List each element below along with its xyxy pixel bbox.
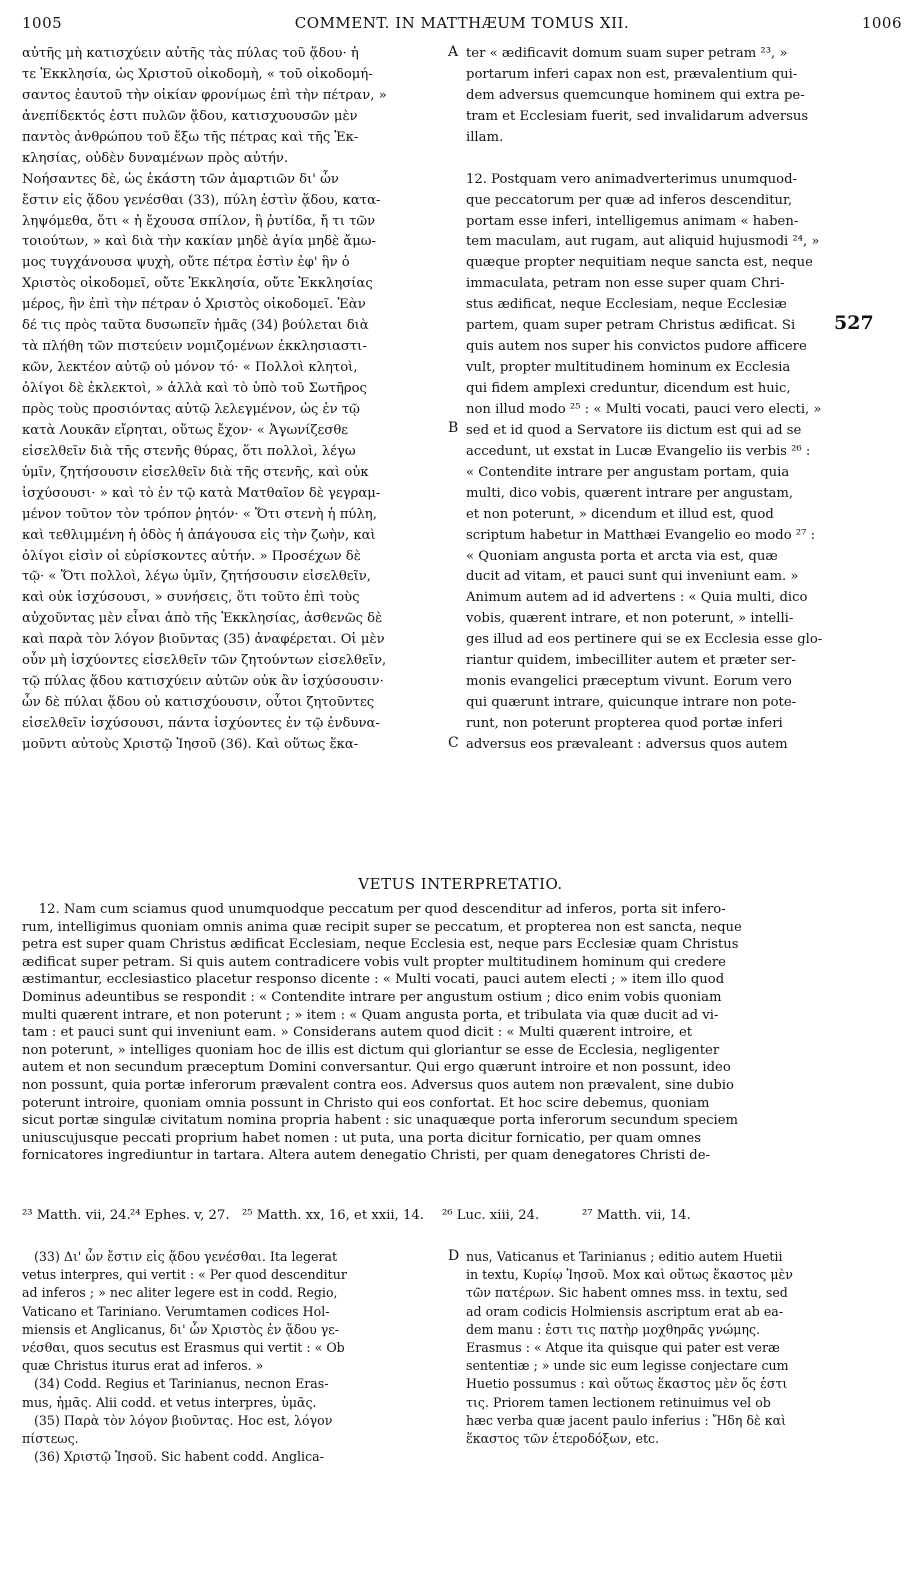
footnote-line: (35) Παρὰ τὸν λόγον βιοῦντας. Hoc est, λόγον [22, 1412, 333, 1428]
latin-text-line: qui quærunt intrare, quicunque intrare non pote- [466, 695, 797, 711]
footnote-line: quæ Christus iturus erat ad inferos. » [22, 1358, 264, 1374]
vetus-text-line: rum, intelligimus quoniam omnis anima quæ recipit super se peccatum, et propterea non est sancta, neque [22, 919, 742, 935]
margin-letter-d: D [448, 1248, 460, 1264]
greek-text-line: ὀλίγοι δὲ ἐκλεκτοὶ, » ἀλλὰ καὶ τὸ ὑπὸ τοῦ Σωτῆρος [22, 381, 367, 396]
latin-text-line: runt, non poterunt propterea quod portæ inferi [466, 716, 783, 731]
greek-text-line: κατὰ Λουκᾶν εἴρηται, οὕτως ἔχον· « Ἀγωνίζεσθε [22, 422, 349, 438]
latin-page-number: 527 [834, 312, 874, 334]
greek-text-line: αὐχοῦντας μὲν εἶναι ἀπὸ τῆς Ἐκκλησίας, ἀσθενῶς δὲ [22, 611, 383, 627]
scripture-reference: ²⁶ Luc. xiii, 24. [442, 1208, 540, 1223]
greek-text-line: τὰ πλήθη τῶν πιστεύειν νομιζομένων ἐκκλησιαστι- [22, 339, 367, 355]
latin-text-line: que peccatorum per quæ ad inferos descenditur, [466, 192, 793, 208]
footnote-line: miensis et Anglicanus, δι' ὧν Χριστὸς ἐν ᾅδου γε- [22, 1321, 340, 1337]
greek-text-column [22, 44, 452, 756]
latin-text-line: tem maculam, aut rugam, aut aliquid hujusmodi ²⁴, » [466, 234, 820, 250]
footnote-line: nus, Vaticanus et Tarinianus ; editio autem Huetii [466, 1249, 783, 1264]
greek-text-line: καὶ παρὰ τὸν λόγον βιοῦντας (35) ἀναφέρεται. Οἱ μὲν [22, 632, 385, 648]
greek-text-line: Χριστὸς οἰκοδομεῖ, οὔτε Ἐκκλησία, οὔτε Ἐκκλησίας [22, 276, 373, 292]
vetus-text-line: uniuscujusque peccati proprium habet nomen : ut puta, una porta dicitur fornicatio, per quam omnes [22, 1130, 701, 1146]
vetus-text-line: autem et non secundum præceptum Domini conversantur. Qui ergo quærunt introire et non possunt, ideo [22, 1060, 731, 1076]
footnote-line: dem manu : ἐστι τις πατὴρ μοχθηρᾶς γνώμης. [466, 1321, 761, 1337]
vetus-text-line: æstimantur, ecclesiastico placetur responso dicente : « Multi vocati, pauci autem electi ; » item illo quod [22, 972, 725, 988]
greek-text-line: τῷ· « Ὅτι πολλοὶ, λέγω ὑμῖν, ζητήσουσιν εἰσελθεῖν, [22, 569, 371, 585]
greek-text-line: Νοήσαντες δὲ, ὡς ἑκάστη τῶν ἁμαρτιῶν δι' ὧν [22, 171, 339, 187]
footnote-line: (33) Δι' ὧν ἔστιν εἰς ᾅδου γενέσθαι. Ita legerat [22, 1249, 338, 1264]
greek-text-line: ὧν δὲ πύλαι ᾅδου οὐ κατισχύουσιν, οὗτοι ζητοῦντες [22, 695, 375, 711]
latin-text-line: immaculata, petram non esse super quam Chri- [466, 276, 785, 292]
latin-text-line [466, 149, 906, 170]
vetus-text-line: 12. Nam cum sciamus quod unumquodque peccatum per quod descenditur ad inferos, porta sit infero- [22, 902, 726, 917]
latin-text-line: scriptum habetur in Matthæi Evangelio eo modo ²⁷ : [466, 527, 816, 543]
latin-text-line: et non poterunt, » dicendum et illud est, quod [466, 506, 774, 522]
vetus-interpretatio-text [22, 901, 904, 1165]
latin-text-line: « Contendite intrare per angustam portam, quia [466, 464, 790, 480]
latin-text-line: ducit ad vitam, et pauci sunt qui inveniunt eam. » [466, 569, 799, 585]
latin-text-line: vobis, quærent intrare, et non poterunt, » intelli- [466, 611, 794, 627]
latin-text-line: quæque propter nequitiam neque sancta est, neque [466, 255, 813, 271]
latin-text-line: tram et Ecclesiam fuerit, sed invalidarum adversus [466, 108, 809, 124]
vetus-text-line: non possunt, quia portæ inferorum prævalent contra eos. Adversus quos autem non prævalent, sine dubio [22, 1077, 734, 1093]
latin-text-line: 12. Postquam vero animadverterimus unumquod- [466, 171, 797, 187]
latin-text-line: portam esse inferi, intelligemus animam « haben- [466, 213, 799, 229]
latin-text-line: illam. [466, 129, 504, 145]
greek-text-line: μέρος, ἣν ἐπὶ τὴν πέτραν ὁ Χριστὸς οἰκοδομεῖ. Ἐὰν [22, 297, 366, 313]
greek-text-line: ἔστιν εἰς ᾅδου γενέσθαι (33), πύλη ἐστὶν ᾅδου, κατα- [22, 192, 381, 208]
vetus-text-line: sicut portæ singulæ civitatum nomina propria habent : sic unaquæque porta inferorum secundum speciem [22, 1113, 739, 1129]
footnote-line: Vaticano et Tariniano. Verumtamen codices Hol- [22, 1303, 330, 1319]
margin-letter-c: C [448, 735, 459, 751]
footnote-line: νέσθαι, quos secutus est Erasmus qui vertit : « Ob [22, 1339, 345, 1355]
footnote-line: ad oram codicis Holmiensis ascriptum erat ab ea- [466, 1303, 784, 1319]
greek-text-line: οὖν μὴ ἰσχύοντες εἰσελθεῖν τῶν ζητούντων εἰσελθεῖν, [22, 653, 387, 669]
greek-text-line: κλησίας, οὐδὲν δυναμένων πρὸς αὐτήν. [22, 150, 289, 166]
scripture-reference: ²³ Matth. vii, 24. [22, 1208, 131, 1223]
vetus-text-line: non poterunt, » intelliges quoniam hoc de illis est dictum qui gloriantur se esse de Ecclesia, negligenter [22, 1042, 720, 1058]
vetus-text-line: petra est super quam Christus ædificat Ecclesiam, neque Ecclesia est, neque pars Ecclesiæ quam Christus [22, 937, 739, 953]
greek-text-line: ὑμῖν, ζητήσουσιν εἰσελθεῖν διὰ τῆς στενῆς, καὶ οὐκ [22, 464, 369, 480]
latin-text-line: quis autem nos super his convictos pudore afficere [466, 339, 807, 355]
margin-letter-b: B [448, 420, 459, 436]
footnote-line: Erasmus : « Atque ita quisque qui pater est veræ [466, 1339, 780, 1355]
vetus-text-line: poterunt introire, quoniam omnia possunt in Christo qui eos confortat. Et hoc scire debemus, quoniam [22, 1095, 710, 1111]
latin-text-line: adversus eos prævaleant : adversus quos autem [466, 736, 788, 752]
latin-text-column [466, 44, 906, 756]
footnote-line: ad inferos ; » nec aliter legere est in codd. Regio, [22, 1285, 338, 1301]
latin-text-line: ter « ædificavit domum suam super petram ²³, » [466, 46, 788, 61]
running-header [22, 14, 902, 36]
greek-text-line: τε Ἐκκλησία, ὡς Χριστοῦ οἰκοδομὴ, « τοῦ οἰκοδομή- [22, 66, 373, 82]
greek-text-line: τοιούτων, » καὶ διὰ τὴν κακίαν μηδὲ ἁγία μηδὲ ἄμω- [22, 234, 376, 250]
greek-text-line: καὶ τεθλιμμένη ἡ ὁδὸς ἡ ἀπάγουσα εἰς τὴν ζωὴν, καὶ [22, 527, 376, 543]
greek-text-line: ληψόμεθα, ὅτι « ἡ ἔχουσα σπίλον, ἢ ῥυτίδα, ἤ τι τῶν [22, 213, 376, 229]
latin-text-line: partem, quam super petram Christus ædificat. Si [466, 318, 796, 334]
latin-text-line: portarum inferi capax non est, prævalentium qui- [466, 66, 798, 82]
footnote-line: (36) Χριστῷ Ἰησοῦ. Sic habent codd. Anglica- [22, 1449, 324, 1465]
latin-text-line: monis evangelici præceptum vivunt. Eorum vero [466, 674, 792, 690]
greek-text-line: μένον τοῦτον τὸν τρόπον ῥητόν· « Ὅτι στενὴ ἡ πύλη, [22, 506, 377, 522]
greek-text-line: τῷ πύλας ᾅδου κατισχύειν αὐτῶν οὐκ ἂν ἰσχύσουσιν· [22, 674, 384, 690]
footnotes-right [466, 1248, 906, 1448]
greek-text-line: ἀνεπίδεκτός ἐστι πυλῶν ᾅδου, κατισχυουσῶν μὲν [22, 108, 358, 124]
latin-text-line: accedunt, ut exstat in Lucæ Evangelio iis verbis ²⁶ : [466, 443, 811, 459]
greek-text-line: ἰσχύσουσι· » καὶ τὸ ἐν τῷ κατὰ Ματθαῖον δὲ γεγραμ- [22, 485, 381, 501]
footnote-line: ἕκαστος τῶν ἑτεροδόξων, etc. [466, 1430, 660, 1446]
greek-text-line: αὐτῆς μὴ κατισχύειν αὐτῆς τὰς πύλας τοῦ ᾅδου· ἡ [22, 46, 359, 61]
latin-text-line: multi, dico vobis, quærent intrare per angustam, [466, 485, 794, 501]
latin-text-line: riantur quidem, imbecilliter autem et præter ser- [466, 653, 796, 669]
latin-text-line: qui fidem amplexi creduntur, dicendum est huic, [466, 381, 791, 396]
vetus-text-line: Dominus adeuntibus se respondit : « Contendite intrare per angustum ostium ; dico enim vobis quoniam [22, 989, 722, 1005]
footnote-line: Huetio possumus : καὶ οὕτως ἕκαστος μὲν ὅς ἐστι [466, 1376, 788, 1392]
greek-text-line: μος τυγχάνουσα ψυχὴ, οὔτε πέτρα ἐστὶν ἐφ' ἣν ὁ [22, 255, 350, 271]
margin-letter-a: A [448, 44, 459, 60]
latin-text-line: Animum autem ad id advertens : « Quia multi, dico [466, 590, 808, 606]
latin-text-line: stus ædificat, neque Ecclesiam, neque Ecclesiæ [466, 297, 787, 313]
greek-text-line: πρὸς τοὺς προσιόντας αὐτῷ λελεγμένον, ὡς ἐν τῷ [22, 401, 360, 417]
latin-text-line: sed et id quod a Servatore iis dictum est qui ad se [466, 422, 802, 438]
latin-text-line: non illud modo ²⁵ : « Multi vocati, pauci vero electi, » [466, 401, 822, 417]
latin-text-line: ges illud ad eos pertinere qui se ex Ecclesia esse glo- [466, 632, 823, 648]
vetus-text-line: fornicatores ingrediuntur in tartara. Altera autem denegatio Christi, per quam denegatores Christi de- [22, 1148, 710, 1164]
footnote-line: τις. Priorem tamen lectionem retinuimus vel ob [466, 1394, 771, 1410]
scripture-reference: ²⁵ Matth. xx, 16, et xxii, 14. [242, 1208, 424, 1223]
greek-text-line: ὀλίγοι εἰσὶν οἱ εὑρίσκοντες αὐτήν. » Προσέχων δὲ [22, 548, 361, 564]
running-title: COMMENT. IN MATTHÆUM TOMUS XII. [294, 14, 630, 32]
greek-text-line: σαντος ἑαυτοῦ τὴν οἰκίαν φρονίμως ἐπὶ τὴν πέτραν, » [22, 87, 387, 103]
footnotes-left [22, 1248, 452, 1466]
vetus-text-line: multi quærent intrare, et non poterunt ; » item : « Quam angusta porta, et tribulata via quæ ducit ad vi- [22, 1007, 719, 1023]
page-number-right: 1006 [861, 14, 902, 32]
footnote-line: mus, ἡμᾶς. Alii codd. et vetus interpres, ὑμᾶς. [22, 1394, 317, 1410]
footnote-line: vetus interpres, qui vertit : « Per quod descenditur [22, 1267, 347, 1283]
footnote-line: πίστεως. [22, 1430, 79, 1446]
latin-text-line: « Quoniam angusta porta et arcta via est, quæ [466, 548, 778, 564]
greek-text-line: εἰσελθεῖν διὰ τῆς στενῆς θύρας, ὅτι πολλοὶ, λέγω [22, 443, 356, 459]
greek-text-line: παντὸς ἀνθρώπου τοῦ ἔξω τῆς πέτρας καὶ τῆς Ἐκ- [22, 129, 359, 145]
greek-text-line: μοῦντι αὐτοὺς Χριστῷ Ἰησοῦ (36). Καὶ οὕτως ἕκα- [22, 736, 359, 752]
vetus-text-line: ædificat super petram. Si quis autem contradicere vobis vult propter multitudinem hominum qui credere [22, 954, 726, 970]
greek-text-line: δέ τις πρὸς ταῦτα δυσωπεῖν ἡμᾶς (34) βούλεται διὰ [22, 318, 369, 334]
latin-text-line: vult, propter multitudinem hominum ex Ecclesia [466, 360, 791, 376]
footnote-line: (34) Codd. Regius et Tarinianus, necnon Eras- [22, 1376, 329, 1392]
footnote-line: sententiæ ; » unde sic eum legisse conjectare cum [466, 1358, 789, 1374]
greek-text-line: εἰσελθεῖν ἰσχύσουσι, πάντα ἰσχύοντες ἐν τῷ ἐνδυνα- [22, 716, 380, 731]
scripture-reference: ²⁴ Ephes. v, 27. [130, 1208, 230, 1223]
footnote-line: in textu, Κυρίῳ Ἰησοῦ. Mox καὶ οὕτως ἕκαστος μὲν [466, 1267, 793, 1283]
greek-text-line: καὶ οὐκ ἰσχύσουσι, » συνήσεις, ὅτι τοῦτο ἐπὶ τοὺς [22, 590, 360, 606]
greek-text-line: κῶν, λεκτέον αὐτῷ οὐ μόνον τό· « Πολλοὶ κλητοὶ, [22, 360, 358, 376]
page-number-left: 1005 [22, 14, 63, 32]
vetus-text-line: tam : et pauci sunt qui inveniunt eam. » Considerans autem quod dicit : « Multi quærent introire, et [22, 1025, 693, 1041]
footnote-line: τῶν πατέρων. Sic habent omnes mss. in textu, sed [466, 1285, 788, 1301]
latin-text-line: dem adversus quemcunque hominem qui extra pe- [466, 87, 805, 103]
scripture-reference: ²⁷ Matth. vii, 14. [582, 1208, 691, 1223]
footnote-line: hæc verba quæ jacent paulo inferius : Ἤδη δὲ καὶ [466, 1412, 787, 1428]
section-title: VETUS INTERPRETATIO. [358, 875, 563, 893]
